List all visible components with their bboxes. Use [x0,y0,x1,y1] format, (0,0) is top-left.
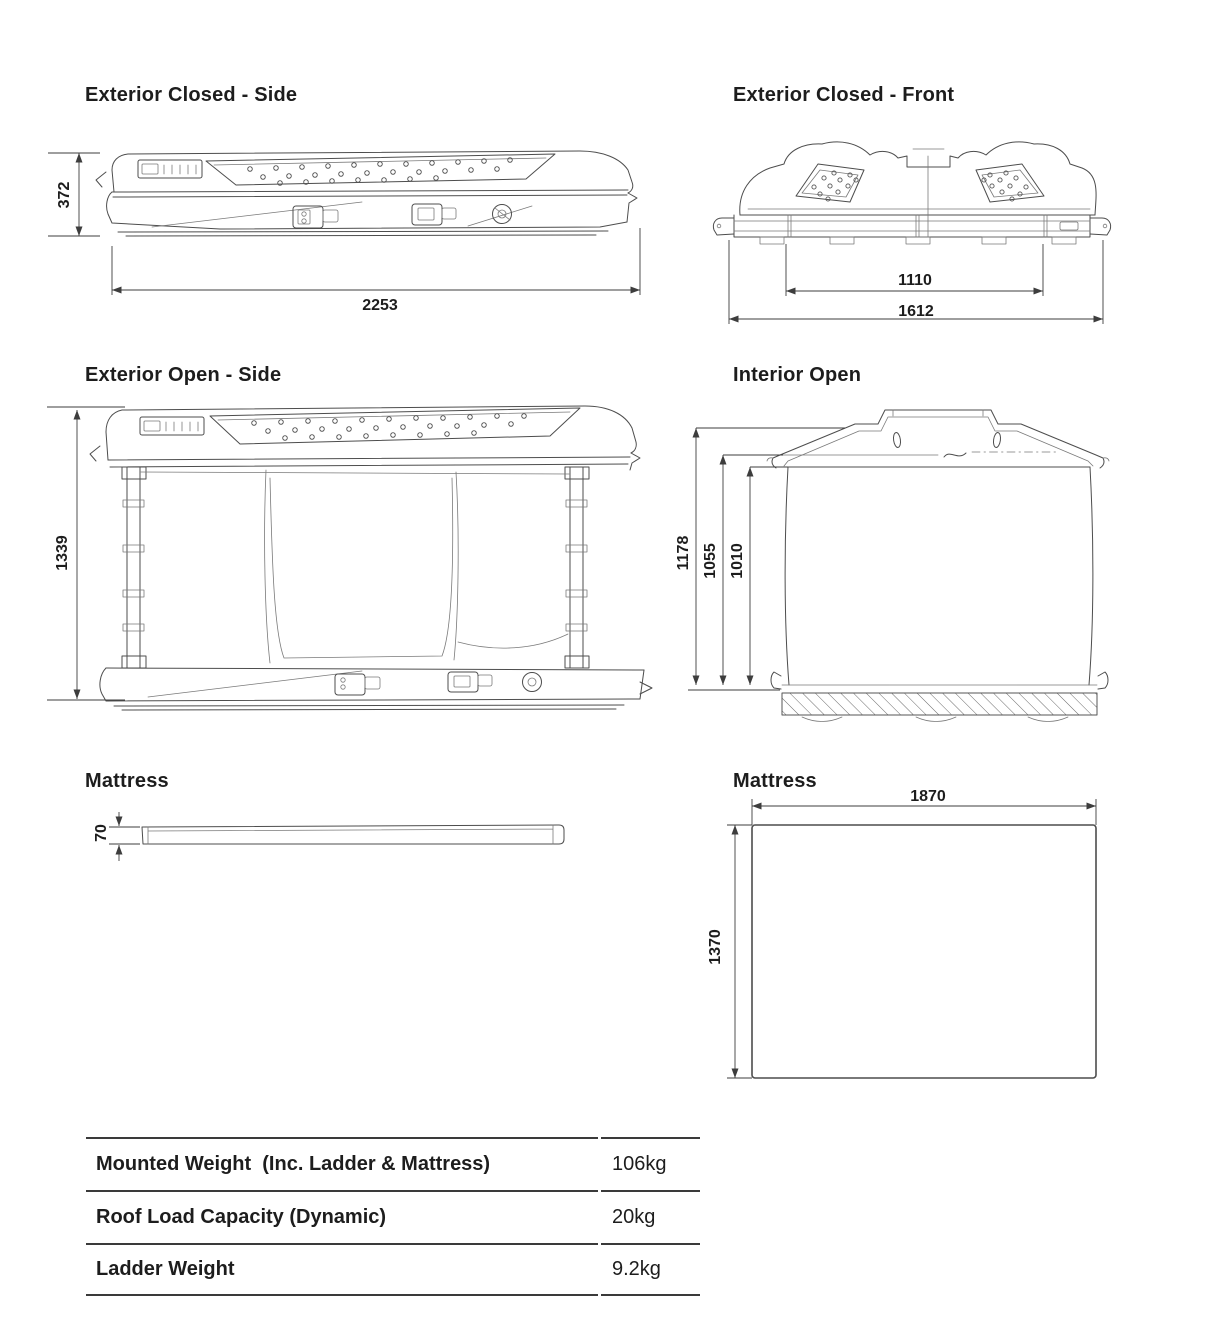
spec-label: Roof Load Capacity (Dynamic) [86,1190,598,1243]
mattress-side-title: Mattress [85,770,169,792]
open-side-height-dim: 1339 [54,535,71,571]
mattress-side-drawing [40,760,700,900]
spec-row-ladder-weight [86,1243,700,1296]
mattress-top-drawing [700,780,1206,1110]
spec-label: Ladder Weight [86,1243,598,1296]
interior-open-title: Interior Open [733,364,862,386]
interior-overall-height-dim: 1178 [675,535,692,571]
spec-table [86,1137,700,1296]
mattress-top-title: Mattress [733,770,817,792]
spec-value: 106kg [601,1137,700,1190]
mattress-length-dim: 1870 [910,788,946,805]
mattress-width-dim: 1370 [707,929,724,965]
closed-side-title: Exterior Closed - Side [85,84,298,106]
closed-front-drawing [700,130,1206,340]
closed-front-inner-width-dim: 1110 [898,272,932,289]
open-side-title: Exterior Open - Side [85,364,282,386]
open-side-drawing [40,360,700,730]
interior-mid-height-dim: 1055 [702,543,719,579]
closed-side-length-dim: 2253 [362,297,398,314]
spec-value: 9.2kg [601,1243,700,1296]
closed-side-height-dim: 372 [56,181,73,209]
spec-value: 20kg [601,1190,700,1243]
interior-inner-height-dim: 1010 [729,543,746,579]
closed-front-title: Exterior Closed - Front [733,84,955,106]
closed-front-overall-width-dim: 1612 [898,303,934,320]
spec-row-mounted-weight [86,1137,700,1190]
spec-row-roof-load [86,1190,700,1243]
mattress-thickness-dim: 70 [93,824,110,842]
spec-label: Mounted Weight (Inc. Ladder & Mattress) [86,1137,598,1190]
